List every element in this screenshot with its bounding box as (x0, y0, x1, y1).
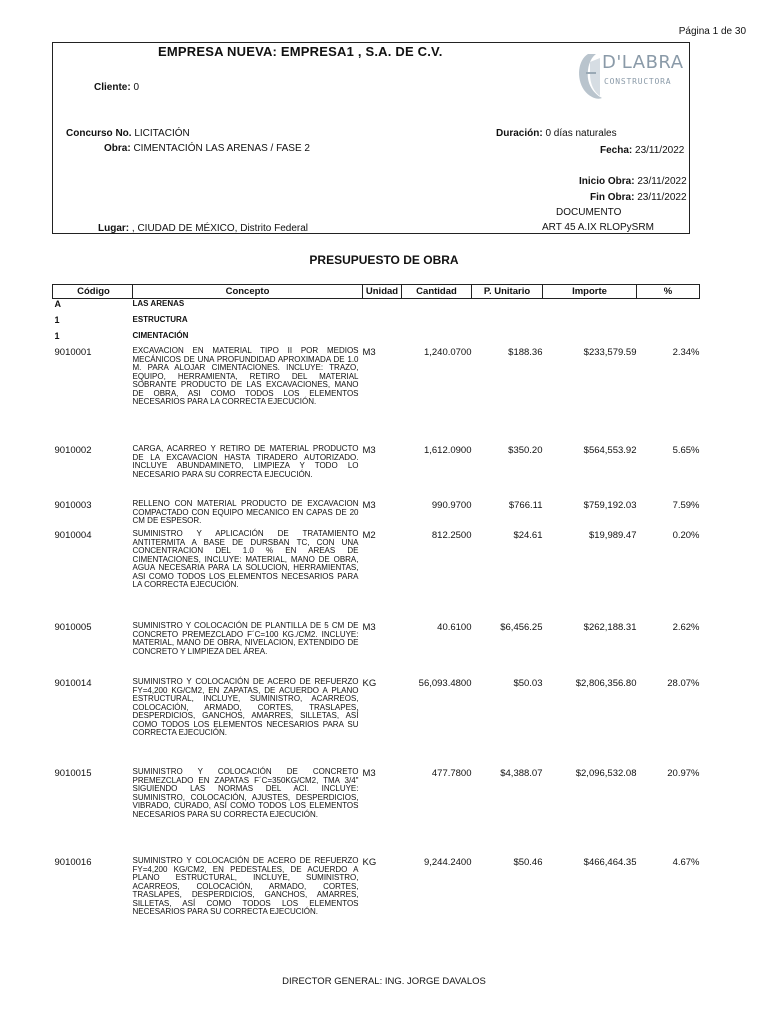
row-unit: KG (362, 857, 377, 868)
row-unit-price: $766.11 (508, 500, 543, 511)
empty-cell (472, 331, 543, 347)
row-quantity: 56,093.4800 (418, 678, 472, 689)
row-amount: $2,096,532.08 (575, 768, 637, 779)
col-header-unidad: Unidad (363, 285, 402, 299)
cliente-label: Cliente: (94, 82, 131, 93)
row-unit-price: $50.46 (513, 857, 543, 868)
obra-field (104, 143, 310, 154)
row-concept (133, 445, 363, 500)
col-header-concepto: Concepto (133, 285, 363, 299)
row-unit: M3 (362, 500, 376, 511)
empty-cell (363, 315, 402, 331)
lugar-value: , CIUDAD DE MÉXICO, Distrito Federal (131, 223, 309, 234)
fecha-field (600, 145, 684, 156)
empty-cell (637, 299, 700, 316)
section-name: ESTRUCTURA (132, 315, 188, 324)
section-row (53, 299, 700, 316)
row-unit-price: $24.61 (513, 530, 543, 541)
row-amount: $759,192.03 (583, 500, 637, 511)
inicio-obra-field (579, 176, 687, 187)
row-quantity: 812.2500 (431, 530, 472, 541)
table-row (53, 445, 700, 500)
col-header-punitario: P. Unitario (472, 285, 543, 299)
row-code: 9010016 (54, 857, 92, 868)
row-percent: 2.34% (672, 347, 700, 358)
duracion-field (496, 128, 617, 139)
art-reference: ART 45 A.IX RLOPySRM (542, 222, 654, 233)
budget-table (52, 284, 700, 947)
col-header-pct: % (637, 285, 700, 299)
row-concept-text: SUMINISTRO Y COLOCACIÓN DE ACERO DE REFUERZO FY=4,200 KG/CM2, EN ZAPATAS, DE ACUERDO A PLANO ESTRUCTURAL, INCLUYE, SUMINISTRO, ACARREOS, COLOCACIÓN, ARMADO, CORTES, TRASLAPES, DESPERDICIOS, GANCHOS, AMARRES, SILLETAS, ASÍ COMO TODOS LOS ELEMENTOS NECESARIOS PARA SU CORRECTA EJECUCIÓN. (132, 677, 359, 737)
empty-cell (472, 315, 543, 331)
section-code: A (54, 299, 61, 309)
row-percent: 4.67% (672, 857, 700, 868)
row-concept-text: RELLENO CON MATERIAL PRODUCTO DE EXCAVACION COMPACTADO CON EQUIPO MECANICO EN CAPAS DE 20 CM DE ESPESOR. (132, 499, 359, 525)
duracion-label: Duración: (496, 128, 543, 139)
table-row (53, 678, 700, 768)
empty-cell (543, 299, 637, 316)
empty-cell (543, 331, 637, 347)
row-code: 9010005 (54, 622, 92, 633)
row-unit-price: $188.36 (508, 347, 543, 358)
row-code: 9010001 (54, 347, 92, 358)
fin-obra-label: Fin Obra: (590, 192, 635, 203)
row-amount: $564,553.92 (583, 445, 637, 456)
row-concept-text: SUMINISTRO Y COLOCACIÓN DE ACERO DE REFUERZO FY=4,200 KG/CM2, EN PEDESTALES, DE ACUERDO A PLANO ESTRUCTURAL, INCLUYE, SUMINISTRO, ACARREOS, COLOCACIÓN, ARMADO, CORTES, TRASLAPES, DESPERDICIOS, GANCHOS, AMARRES, SILLETAS, ASÍ COMO TODOS LOS ELEMENTOS NECESARIOS PARA SU CORRECTA EJECUCIÓN. (132, 856, 359, 916)
empty-cell (637, 315, 700, 331)
row-concept (133, 500, 363, 530)
cliente-value: 0 (133, 82, 140, 93)
concurso-field (66, 128, 190, 139)
section-name: LAS ARENAS (132, 299, 185, 308)
row-code: 9010015 (54, 768, 92, 779)
empty-cell (402, 331, 472, 347)
row-quantity: 990.9700 (431, 500, 472, 511)
row-concept-text: CARGA, ACARREO Y RETIRO DE MATERIAL PRODUCTO DE LA EXCAVACION HASTA TIRADERO AUTORIZADO. INCLUYE ABUNDAMINETO, LIMPIEZA Y TODO LO NECESARIO PARA SU CORRECTA EJECUCIÓN. (132, 444, 359, 479)
row-quantity: 40.6100 (437, 622, 472, 633)
row-concept (133, 768, 363, 857)
logo-brand: D'LABRA (602, 52, 684, 73)
table-row (53, 347, 700, 445)
row-unit: KG (362, 678, 377, 689)
fecha-value: 23/11/2022 (635, 145, 685, 156)
cliente-field (94, 82, 139, 93)
row-amount: $2,806,356.80 (575, 678, 637, 689)
col-header-codigo: Código (53, 285, 133, 299)
row-quantity: 1,240.0700 (423, 347, 472, 358)
row-concept-text: SUMINISTRO Y APLICACIÓN DE TRATAMIENTO ANTITERMITA A BASE DE DURSBAN TC, CON UNA CONCENTRACION DEL 1.0 % EN AREAS DE CIMENTACIONES, INCLUYE: MATERIAL, MANO DE OBRA, AGUA NECESARIA PARA LA SOLUCION, HERRAMIENTAS, ASI COMO TODOS LOS ELEMENTOS NECESARIOS PARA LA CORRECTA EJECUCIÓN. (132, 529, 359, 589)
empty-cell (402, 315, 472, 331)
row-concept-text: SUMINISTRO Y COLOCACIÓN DE PLANTILLA DE 5 CM DE CONCRETO PREMEZCLADO F´C=100 KG./CM2. INCLUYE: MATERIAL, MANO DE OBRA, NIVELACION, EXTENDIDO DE CONCRETO Y LIMPIEZA DEL ÁREA. (132, 621, 359, 656)
obra-value: CIMENTACIÓN LAS ARENAS / FASE 2 (133, 143, 310, 154)
empty-cell (363, 299, 402, 316)
logo-subtitle: CONSTRUCTORA (604, 77, 672, 86)
row-unit: M3 (362, 622, 376, 633)
row-percent: 5.65% (672, 445, 700, 456)
lugar-label: Lugar: (98, 223, 130, 234)
row-concept (133, 622, 363, 678)
row-percent: 7.59% (672, 500, 700, 511)
table-row (53, 622, 700, 678)
row-concept-text: EXCAVACION EN MATERIAL TIPO II POR MEDIOS MECÁNICOS DE UNA PROFUNDIDAD APROXIMADA DE 1.0 M. PARA ALOJAR CIMENTACIONES. INCLUYE: TRAZO, EQUIPO, HERRAMIENTA, RETIRO DEL MATERIAL SOBRANTE PRODUCTO DE LAS EXCAVACIONES, MANO DE OBRA, ASI COMO TODOS LOS ELEMENTOS NECESARIOS PARA LA CORRECTA EJECUCIÓN. (132, 346, 359, 406)
section-name: CIMENTACIÓN (132, 331, 189, 340)
row-unit-price: $50.03 (513, 678, 543, 689)
inicio-obra-value: 23/11/2022 (637, 176, 687, 187)
row-unit: M2 (362, 530, 376, 541)
concurso-value: LICITACIÓN (134, 128, 190, 139)
fin-obra-field (590, 192, 687, 203)
row-code: 9010004 (54, 530, 92, 541)
row-code: 9010002 (54, 445, 92, 456)
row-unit-price: $6,456.25 (500, 622, 543, 633)
empty-cell (472, 299, 543, 316)
row-code: 9010003 (54, 500, 92, 511)
row-percent: 0.20% (672, 530, 700, 541)
document-title: PRESUPUESTO DE OBRA (309, 253, 459, 267)
table-header-row (53, 285, 700, 299)
col-header-importe: Importe (543, 285, 637, 299)
duracion-value: 0 días naturales (545, 128, 617, 139)
inicio-obra-label: Inicio Obra: (579, 176, 635, 187)
table-row (53, 530, 700, 622)
row-quantity: 477.7800 (431, 768, 472, 779)
obra-label: Obra: (104, 143, 131, 154)
row-concept (133, 678, 363, 768)
row-code: 9010014 (54, 678, 92, 689)
row-unit-price: $4,388.07 (500, 768, 543, 779)
company-logo (574, 48, 684, 106)
documento-label: DOCUMENTO (556, 207, 622, 218)
col-header-cantidad: Cantidad (402, 285, 472, 299)
concurso-label: Concurso No. (66, 128, 132, 139)
section-code: 1 (54, 315, 60, 325)
row-amount: $233,579.59 (583, 347, 637, 358)
company-name: EMPRESA NUEVA: EMPRESA1 , S.A. DE C.V. (158, 44, 443, 59)
row-unit: M3 (362, 768, 376, 779)
empty-cell (363, 331, 402, 347)
row-percent: 2.62% (672, 622, 700, 633)
fecha-label: Fecha: (600, 145, 633, 156)
row-quantity: 1,612.0900 (423, 445, 472, 456)
row-percent: 20.97% (667, 768, 700, 779)
fin-obra-value: 23/11/2022 (637, 192, 687, 203)
empty-cell (543, 315, 637, 331)
footer-signature: DIRECTOR GENERAL: ING. JORGE DAVALOS (282, 976, 486, 987)
lugar-field (98, 223, 308, 234)
section-code: 1 (54, 331, 60, 341)
row-amount: $466,464.35 (583, 857, 637, 868)
row-unit: M3 (362, 347, 376, 358)
section-row (53, 331, 700, 347)
row-unit-price: $350.20 (508, 445, 543, 456)
page-number: Página 1 de 30 (678, 26, 746, 37)
empty-cell (402, 299, 472, 316)
table-row (53, 500, 700, 530)
table-row (53, 768, 700, 857)
row-concept (133, 347, 363, 445)
row-amount: $19,989.47 (588, 530, 637, 541)
row-unit: M3 (362, 445, 376, 456)
row-concept-text: SUMINISTRO Y COLOCACIÓN DE CONCRETO PREMEZCLADO EN ZAPATAS F´C=350KG/CM2, TMA 3/4" SIGUIENDO LAS NORMAS DEL ACI. INCLUYE: SUMINISTRO, COLOCACIÓN, AJUSTES, DESPERDICIOS, VIBRADO, CURADO, ASÍ COMO TODOS LOS ELEMENTOS NECESARIOS PARA SU CORRECTA EJECUCIÓN. (132, 767, 359, 819)
row-quantity: 9,244.2400 (423, 857, 472, 868)
row-concept (133, 857, 363, 947)
row-amount: $262,188.31 (583, 622, 637, 633)
empty-cell (637, 331, 700, 347)
row-concept (133, 530, 363, 622)
section-row (53, 315, 700, 331)
row-percent: 28.07% (667, 678, 700, 689)
table-row (53, 857, 700, 947)
